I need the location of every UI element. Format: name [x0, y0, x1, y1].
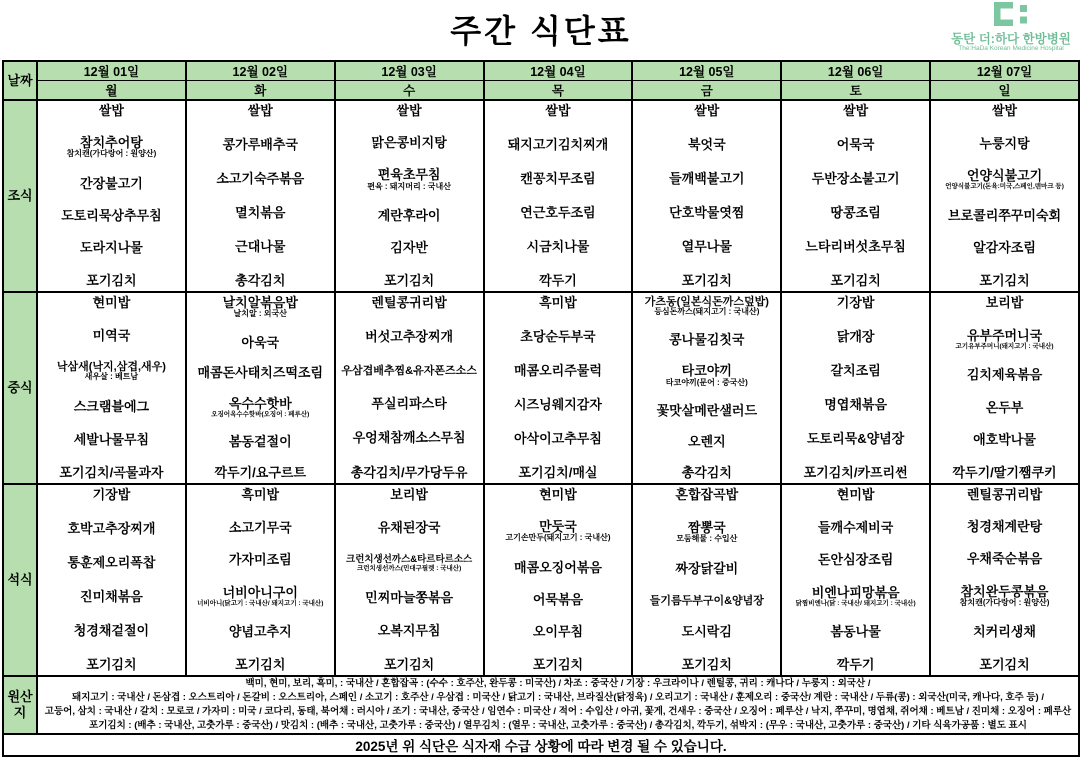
menu-item: 꽃맛살메란샐러드 — [656, 402, 758, 418]
meal-cell-items — [187, 485, 334, 675]
menu-item: 포기김치 — [979, 656, 1030, 672]
menu-item: 깍두기 — [539, 272, 577, 288]
meal-cell-items — [782, 101, 929, 291]
menu-item: 기장밥 — [92, 487, 131, 502]
menu-item: 청경채계란탕 — [966, 519, 1043, 535]
menu-item-origin-note: 타코야끼(문어 : 중국산) — [665, 377, 748, 387]
footer-note: 2025년 위 식단은 식자재 수급 상황에 따라 변경 될 수 있습니다. — [3, 734, 1079, 756]
origin-row — [3, 676, 1079, 734]
menu-item: 포기김치 — [681, 656, 732, 672]
menu-item: 총각김치 — [235, 272, 286, 288]
lunch-row — [3, 292, 1079, 484]
menu-item-origin-note: 고기유부주머니(돼지고기 : 국내산) — [955, 342, 1054, 350]
menu-item: 돼지고기김치찌개 — [507, 136, 609, 152]
menu-item: 도라지나물 — [80, 240, 143, 256]
menu-item: 낙삼새(낙지,삼겹,새우) 새우살 : 베트남 — [39, 361, 184, 382]
menu-item: 오이무침 — [532, 624, 584, 640]
meal-cell — [781, 292, 930, 484]
menu-item: 북엇국 — [687, 136, 726, 152]
menu-item: 봄동나물 — [830, 624, 881, 640]
menu-item: 쌀밥 — [545, 103, 571, 118]
menu-item: 매콤오징어볶음 — [514, 560, 602, 576]
menu-item: 치커리생채 — [973, 624, 1036, 640]
menu-item: 우삼겹배추찜&유자폰즈소스 — [341, 364, 477, 377]
meal-cell — [930, 100, 1079, 292]
menu-item: 유부주머니국 고기유부주머니(돼지고기 : 국내산) — [932, 329, 1077, 350]
menu-item: 도토리묵상추무침 — [61, 208, 162, 224]
menu-item: 포기김치 — [383, 656, 435, 672]
menu-item: 아삭이고추무침 — [514, 430, 602, 446]
day-cell: 목 — [484, 81, 633, 101]
menu-item: 짜장닭갈비 — [675, 561, 739, 577]
day-cell: 토 — [781, 81, 930, 101]
menu-item: 만둣국 고기손만두(돼지고기 : 국내산) — [486, 520, 631, 543]
menu-item: 소고기숙주볶음 — [216, 170, 305, 186]
day-cell: 수 — [335, 81, 484, 101]
menu-item: 브로콜리쭈꾸미숙회 — [948, 207, 1062, 223]
meal-cell — [335, 100, 484, 292]
meal-cell — [484, 100, 633, 292]
menu-item: 가츠동(일본식돈까스덮밥) 등심돈까스(돼지고기 : 국내산) — [634, 296, 779, 317]
meal-cell — [632, 100, 781, 292]
meal-cell-items — [187, 293, 334, 483]
menu-item: 멸치볶음 — [235, 204, 286, 220]
menu-item: 참치추어탕 참치캔(가다랑어 : 원양산) — [39, 136, 184, 159]
menu-item: 시금치나물 — [526, 238, 590, 254]
date-cell: 12월 05일 — [632, 61, 781, 81]
menu-item: 흑미밥 — [241, 487, 280, 502]
menu-item: 오복지무침 — [377, 623, 441, 639]
menu-item: 어묵국 — [836, 136, 875, 152]
day-cell: 화 — [186, 81, 335, 101]
menu-item: 날치알볶음밥 날치알 : 외국산 — [188, 296, 333, 319]
menu-item: 명엽채볶음 — [824, 396, 888, 412]
menu-item: 비엔나피망볶음 닭찜비엔나(닭 : 국내산/ 돼지고기 : 국내산) — [783, 586, 928, 607]
menu-item: 양념고추지 — [228, 624, 292, 640]
menu-item: 스크램블에그 — [73, 399, 150, 415]
meal-cell — [37, 484, 186, 676]
menu-item: 어묵볶음 — [532, 592, 584, 608]
date-cell: 12월 02일 — [186, 61, 335, 81]
menu-item: 맑은콩비지탕 — [371, 135, 447, 151]
menu-item: 알감자조림 — [973, 240, 1036, 256]
menu-item: 참치완두콩볶음 참치캔(가다랑어 : 원양산) — [932, 585, 1077, 608]
origin-line: 백미, 현미, 보리, 흑미, : 국내산 / 혼합잡곡 : (수수 : 호주산, 완두콩 : 미국산) / 차조 : 중국산 / 기장 : 우크라이나 / 렌틸콩, 귀리 : 캐나다 / 누룽지 : 외국산 / — [245, 678, 871, 690]
day-cell: 월 — [37, 81, 186, 101]
breakfast-row — [3, 100, 1079, 292]
dinner-row-label: 석식 — [3, 484, 37, 676]
day-cell: 일 — [930, 81, 1079, 101]
meal-cell — [186, 484, 335, 676]
menu-item: 너비아니구이 너비아니(닭고기 : 국내산/ 돼지고기 : 국내산) — [188, 586, 333, 607]
meal-cell-items — [931, 485, 1078, 675]
menu-item: 시즈닝웨지감자 — [514, 396, 602, 412]
menu-item: 포기김치 — [86, 272, 137, 288]
menu-item: 쌀밥 — [991, 103, 1018, 118]
menu-item: 렌틸콩귀리밥 — [371, 295, 447, 310]
menu-item: 총각김치 — [681, 464, 732, 480]
origin-cell — [37, 676, 1079, 734]
meal-cell-items — [336, 293, 483, 483]
meal-cell-items — [336, 101, 483, 291]
menu-item: 닭개장 — [836, 328, 875, 344]
menu-item: 포기김치 — [979, 272, 1030, 288]
menu-item: 누룽지탕 — [979, 135, 1030, 151]
menu-item: 김자반 — [390, 240, 428, 256]
menu-item: 캔꽁치무조림 — [520, 170, 596, 186]
menu-item: 쌀밥 — [843, 103, 869, 118]
menu-item: 매콤오리주물럭 — [514, 362, 602, 378]
hospital-name-en: The:HaDa Korean Medicine Hospital — [958, 44, 1064, 52]
meal-cell — [781, 484, 930, 676]
meal-cell — [37, 292, 186, 484]
meal-cell — [186, 100, 335, 292]
lunch-row-label: 중식 — [3, 292, 37, 484]
menu-item: 도토리묵&양념장 — [806, 430, 905, 446]
menu-item: 포기김치 — [532, 656, 584, 672]
menu-item-origin-note: 크런치생선까스(민대구필렛 : 국내산) — [356, 565, 462, 572]
meal-cell — [930, 484, 1079, 676]
menu-item: 버섯고추장찌개 — [365, 329, 454, 345]
menu-item: 옥수수핫바 오징어옥수수핫바(오징어 : 페루산) — [188, 397, 333, 418]
menu-item: 깍두기/요구르트 — [214, 464, 307, 480]
menu-item: 아욱국 — [241, 334, 280, 350]
meal-cell-items — [38, 101, 185, 291]
meal-cell — [37, 100, 186, 292]
menu-item: 콩가루배추국 — [222, 136, 298, 152]
menu-item: 크런치생선까스&타르타르소스 크런치생선까스(민대구필렛 : 국내산) — [337, 555, 482, 573]
menu-item: 민찌마늘쫑볶음 — [365, 590, 454, 606]
menu-item: 진미채볶음 — [80, 588, 143, 604]
menu-item: 땅콩조림 — [830, 204, 881, 220]
menu-item: 타코야끼 타코야끼(문어 : 중국산) — [634, 364, 779, 387]
menu-item: 짬뽕국 모둠해물 : 수입산 — [634, 521, 779, 544]
menu-item: 흑미밥 — [539, 295, 577, 310]
menu-item: 계란후라이 — [377, 208, 441, 224]
meal-cell — [335, 484, 484, 676]
menu-item: 현미밥 — [92, 295, 131, 310]
menu-item: 현미밥 — [836, 487, 875, 502]
meal-cell — [930, 292, 1079, 484]
menu-item: 현미밥 — [539, 487, 577, 502]
meal-cell-items — [485, 101, 632, 291]
menu-item: 기장밥 — [836, 295, 875, 310]
meal-cell — [335, 292, 484, 484]
menu-item: 열무나물 — [681, 238, 732, 254]
menu-item-origin-note: 모둠해물 : 수입산 — [676, 533, 738, 543]
meal-cell-items — [187, 101, 334, 291]
menu-item-origin-note: 닭찜비엔나(닭 : 국내산/ 돼지고기 : 국내산) — [795, 599, 916, 607]
meal-cell — [484, 484, 633, 676]
menu-item: 보리밥 — [985, 295, 1024, 310]
menu-item-origin-note: 참치캔(가다랑어 : 원양산) — [959, 597, 1050, 607]
day-cell: 금 — [632, 81, 781, 101]
menu-item-origin-note: 새우살 : 베트남 — [84, 372, 139, 382]
date-cell: 12월 01일 — [37, 61, 186, 81]
menu-item: 근대나물 — [235, 238, 286, 254]
title-bar — [0, 0, 1082, 60]
menu-item: 들깨백불고기 — [669, 170, 745, 186]
menu-item: 미역국 — [92, 327, 131, 343]
menu-item-origin-note: 참치캔(가다랑어 : 원양산) — [66, 149, 157, 159]
meal-cell-items — [931, 101, 1078, 291]
meal-cell-items — [931, 293, 1078, 483]
menu-item: 언양식불고기 언양식불고기(돈육:미국,스페인,덴마크 등) — [932, 169, 1077, 190]
menu-item: 보리밥 — [390, 487, 428, 502]
menu-item: 쌀밥 — [396, 103, 422, 118]
meal-cell-items — [485, 293, 632, 483]
menu-item: 들깨수제비국 — [817, 519, 894, 535]
hospital-name: 동탄 더:하다 한방병원 — [951, 31, 1071, 46]
menu-item: 포기김치 — [681, 272, 732, 288]
date-cell: 12월 04일 — [484, 61, 633, 81]
menu-item: 푸실리파스타 — [371, 395, 447, 411]
menu-item: 간장불고기 — [80, 176, 143, 192]
meal-cell-items — [633, 485, 780, 675]
meal-cell-items — [782, 485, 929, 675]
menu-item: 세발나물무침 — [73, 432, 150, 448]
menu-item-origin-note: 등심돈까스(돼지고기 : 국내산) — [654, 307, 760, 317]
menu-item: 쌀밥 — [98, 103, 124, 118]
menu-item-origin-note: 언양식불고기(돈육:미국,스페인,덴마크 등) — [945, 183, 1064, 191]
date-cell: 12월 07일 — [930, 61, 1079, 81]
date-header-row — [3, 61, 1079, 81]
menu-item: 유채된장국 — [377, 520, 441, 536]
date-cell: 12월 03일 — [335, 61, 484, 81]
menu-item: 쌀밥 — [694, 103, 720, 118]
menu-item: 깍두기 — [836, 656, 875, 672]
menu-item: 느타리버섯초무침 — [805, 238, 906, 254]
meal-cell-items — [38, 293, 185, 483]
menu-item-origin-note: 너비아니(닭고기 : 국내산/ 돼지고기 : 국내산) — [197, 599, 324, 607]
menu-item: 초당순두부국 — [520, 328, 596, 344]
meal-cell — [484, 292, 633, 484]
origin-line: 돼지고기 : 국내산 / 돈삼겹 : 오스트리아 / 돈갈비 : 오스트리아, 스페인 / 소고기 : 호주산 / 우삼겹 : 미국산 / 닭고기 : 국내산, 브라질산(닭정육) / 오리고기 : 국내산 / 훈제오리 : 중국산/ 계란 : 국내산 / 두류(콩) : 외국산(미국, 캐나다, 호주 등) / — [72, 692, 1044, 704]
menu-item: 봄동겉절이 — [228, 433, 292, 449]
day-header-row — [3, 81, 1079, 101]
meal-cell — [632, 484, 781, 676]
dinner-row — [3, 484, 1079, 676]
date-cell: 12월 06일 — [781, 61, 930, 81]
menu-item: 가자미조림 — [228, 552, 292, 567]
menu-item: 두반장소불고기 — [811, 170, 900, 186]
menu-item: 연근호두조림 — [520, 204, 596, 220]
meal-cell — [632, 292, 781, 484]
meal-cell-items — [633, 101, 780, 291]
breakfast-row-label: 조식 — [3, 100, 37, 292]
menu-item: 단호박물엿찜 — [669, 204, 745, 220]
meal-cell-items — [485, 485, 632, 675]
meal-cell-items — [633, 293, 780, 483]
meal-cell — [781, 100, 930, 292]
meal-cell-items — [38, 485, 185, 675]
menu-item: 돈안심장조림 — [817, 552, 894, 567]
menu-item: 포기김치 — [383, 272, 435, 288]
menu-item: 오렌지 — [687, 433, 726, 449]
origin-line: 포기김치 : (배추 : 국내산, 고춧가루 : 중국산) / 맛김치 : (배추 : 국내산, 고춧가루 : 중국산) / 열무김치 : (열무 : 국내산, 고춧가루 : 중국산) / 총각김치, 깍두기, 섞박지 : (무우 : 국내산, 고춧가루 : 중국산) / 기타 식육가공품 : 별도 표시 — [89, 719, 1027, 731]
hospital-logo-icon — [994, 2, 1028, 31]
meal-cell-items — [782, 293, 929, 483]
menu-item-origin-note: 날치알 : 외국산 — [233, 309, 287, 319]
menu-item: 포기김치/매실 — [518, 464, 598, 480]
menu-item: 포기김치 — [830, 272, 881, 288]
meal-cell — [186, 292, 335, 484]
menu-item-origin-note: 고기손만두(돼지고기 : 국내산) — [505, 533, 611, 543]
menu-item: 우채죽순볶음 — [966, 551, 1043, 567]
menu-item-origin-note: 편육 : 돼지머리 : 국내산 — [367, 181, 451, 191]
menu-item: 온두부 — [985, 399, 1024, 415]
menu-item: 쌀밥 — [247, 103, 273, 118]
origin-lines — [38, 677, 1078, 733]
menu-item-origin-note: 오징어옥수수핫바(오징어 : 페루산) — [211, 411, 310, 419]
menu-item: 콩나물김칫국 — [669, 332, 745, 348]
menu-item: 매콤돈사태치즈떡조림 — [197, 365, 324, 381]
menu-item: 혼합잡곡밥 — [675, 487, 739, 502]
menu-item: 들기름두부구이&양념장 — [649, 594, 764, 607]
menu-item: 포기김치/카프리썬 — [803, 464, 908, 480]
menu-item: 편육초무침 편육 : 돼지머리 : 국내산 — [337, 168, 482, 191]
hospital-logo — [946, 2, 1076, 53]
menu-item: 포기김치 — [235, 656, 286, 672]
menu-item: 호박고추장찌개 — [67, 520, 156, 536]
menu-item: 도시락김 — [681, 624, 732, 640]
menu-item: 우엉채참깨소스무침 — [352, 430, 466, 446]
menu-item: 김치제육볶음 — [966, 367, 1043, 383]
menu-item: 통훈제오리폭찹 — [67, 554, 156, 570]
date-row-label: 날짜 — [3, 61, 37, 100]
menu-table — [2, 60, 1080, 757]
menu-item: 갈치조림 — [830, 362, 881, 378]
menu-item: 청경채겉절이 — [73, 622, 150, 638]
menu-item: 애호박나물 — [973, 432, 1036, 448]
menu-item: 깍두기/딸기쨈쿠키 — [952, 464, 1057, 480]
menu-item: 렌틸콩귀리밥 — [966, 487, 1043, 502]
meal-cell-items — [336, 485, 483, 675]
menu-item: 포기김치/곡물과자 — [59, 464, 164, 480]
menu-item: 소고기무국 — [228, 519, 292, 535]
page-title: 주간 식단표 — [450, 13, 632, 49]
menu-item: 포기김치 — [86, 656, 137, 672]
footer-row — [3, 734, 1079, 756]
origin-line: 고등어, 삼치 : 국내산 / 갈치 : 모로코 / 가자미 : 미국 / 코다리, 동태, 북어채 : 러시아 / 조기 : 국내산, 중국산 / 임연수 : 미국산 / 적어 : 수입산 / 아귀, 꽃게, 건새우 : 중국산 / 오징어 : 페루산 / 낙지, 쭈꾸미, 명엽채, 쥐어채 : 베트남 / 진미채 : 오징어 : 페루산 — [44, 706, 1072, 717]
menu-item: 총각김치/무가당두유 — [350, 464, 468, 480]
origin-row-label: 원산지 — [3, 676, 37, 734]
